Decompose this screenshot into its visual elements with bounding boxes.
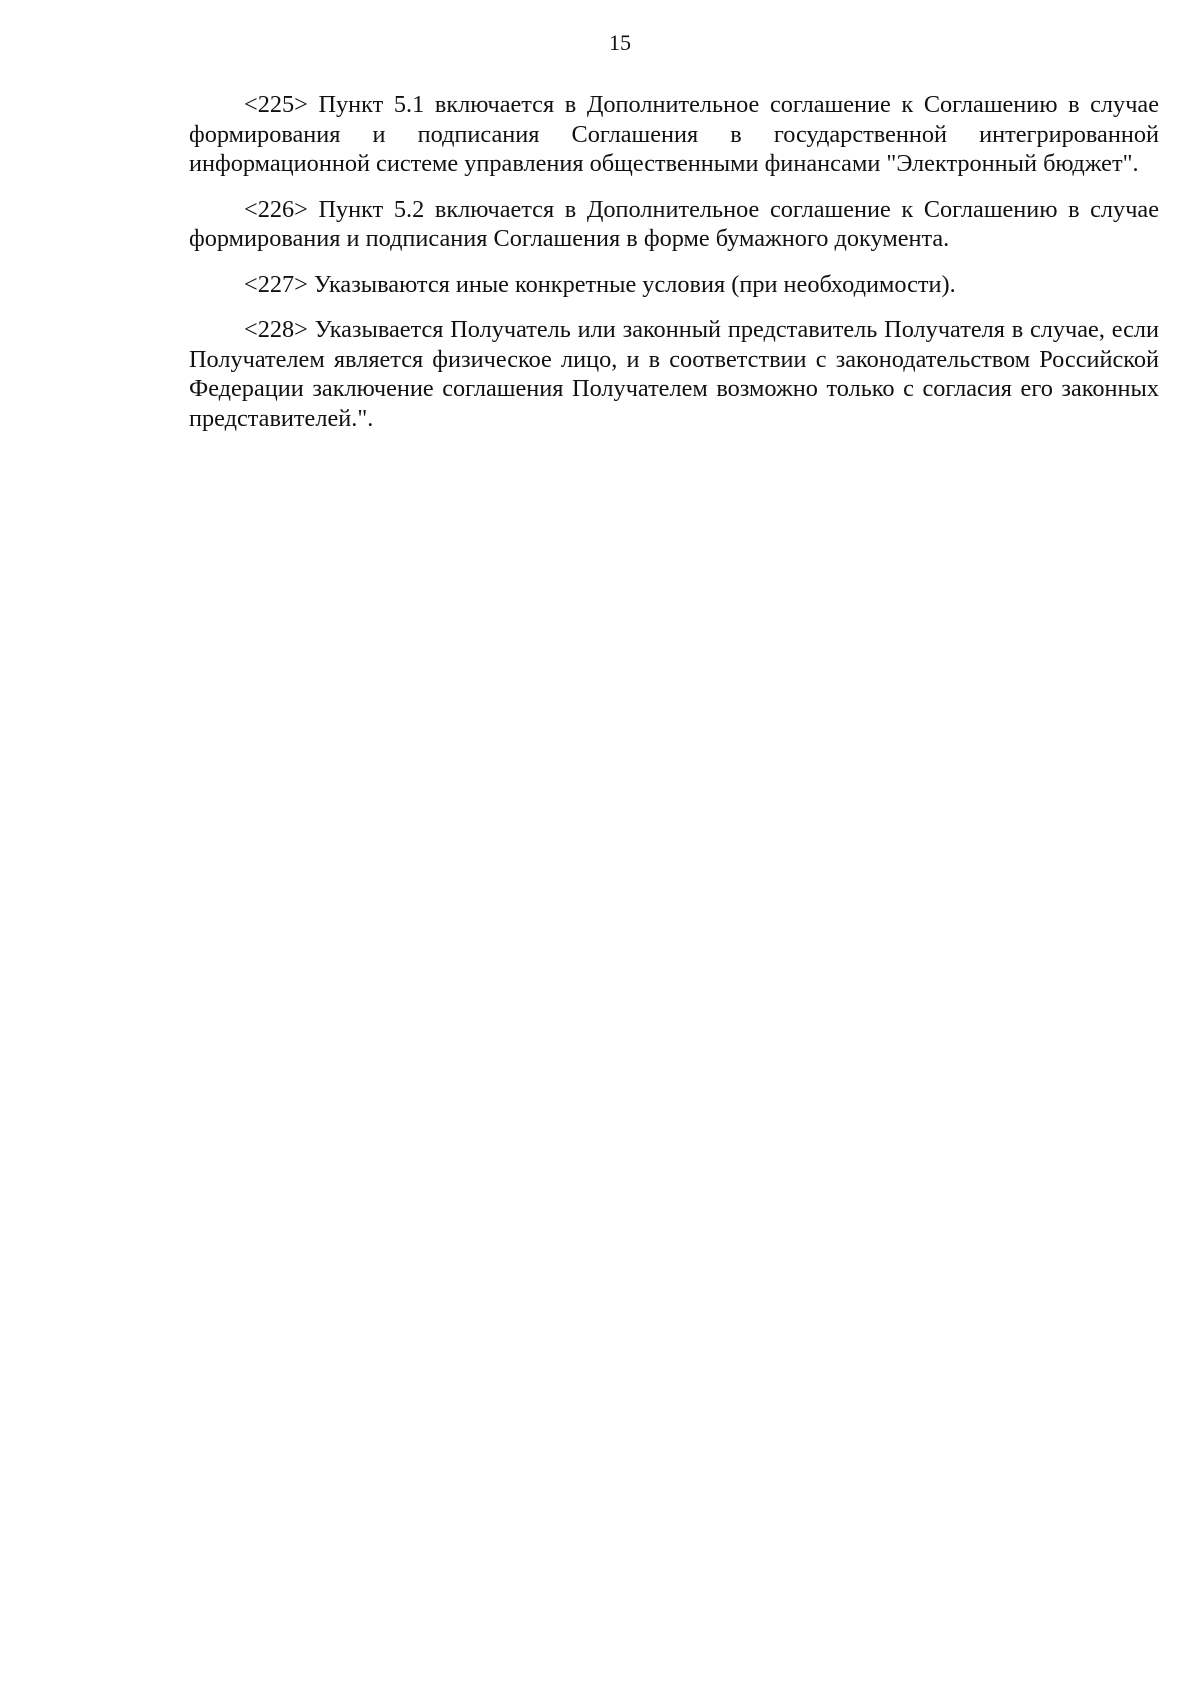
- footnote-227: <227> Указываются иные конкретные условия (при необходимости).: [244, 270, 956, 298]
- footnote-228: <228> Указывается Получатель или законный представитель Получателя в случае, если Получателем является физическое лицо, и в соответствии с законодательством Российской Федерации заключение соглашения Получателем возможно только с согласия его законных представителей.".: [189, 316, 1159, 432]
- page-number: 15: [609, 30, 631, 55]
- footnote-225: <225> Пункт 5.1 включается в Дополнительное соглашение к Соглашению в случае формирования и подписания Соглашения в государственной интегрированной информационной системе управления общественными финансами "Электронный бюджет".: [189, 91, 1159, 177]
- footnote-226: <226> Пункт 5.2 включается в Дополнительное соглашение к Соглашению в случае формирования и подписания Соглашения в форме бумажного документа.: [189, 195, 1159, 252]
- footnotes-block: [189, 90, 1159, 449]
